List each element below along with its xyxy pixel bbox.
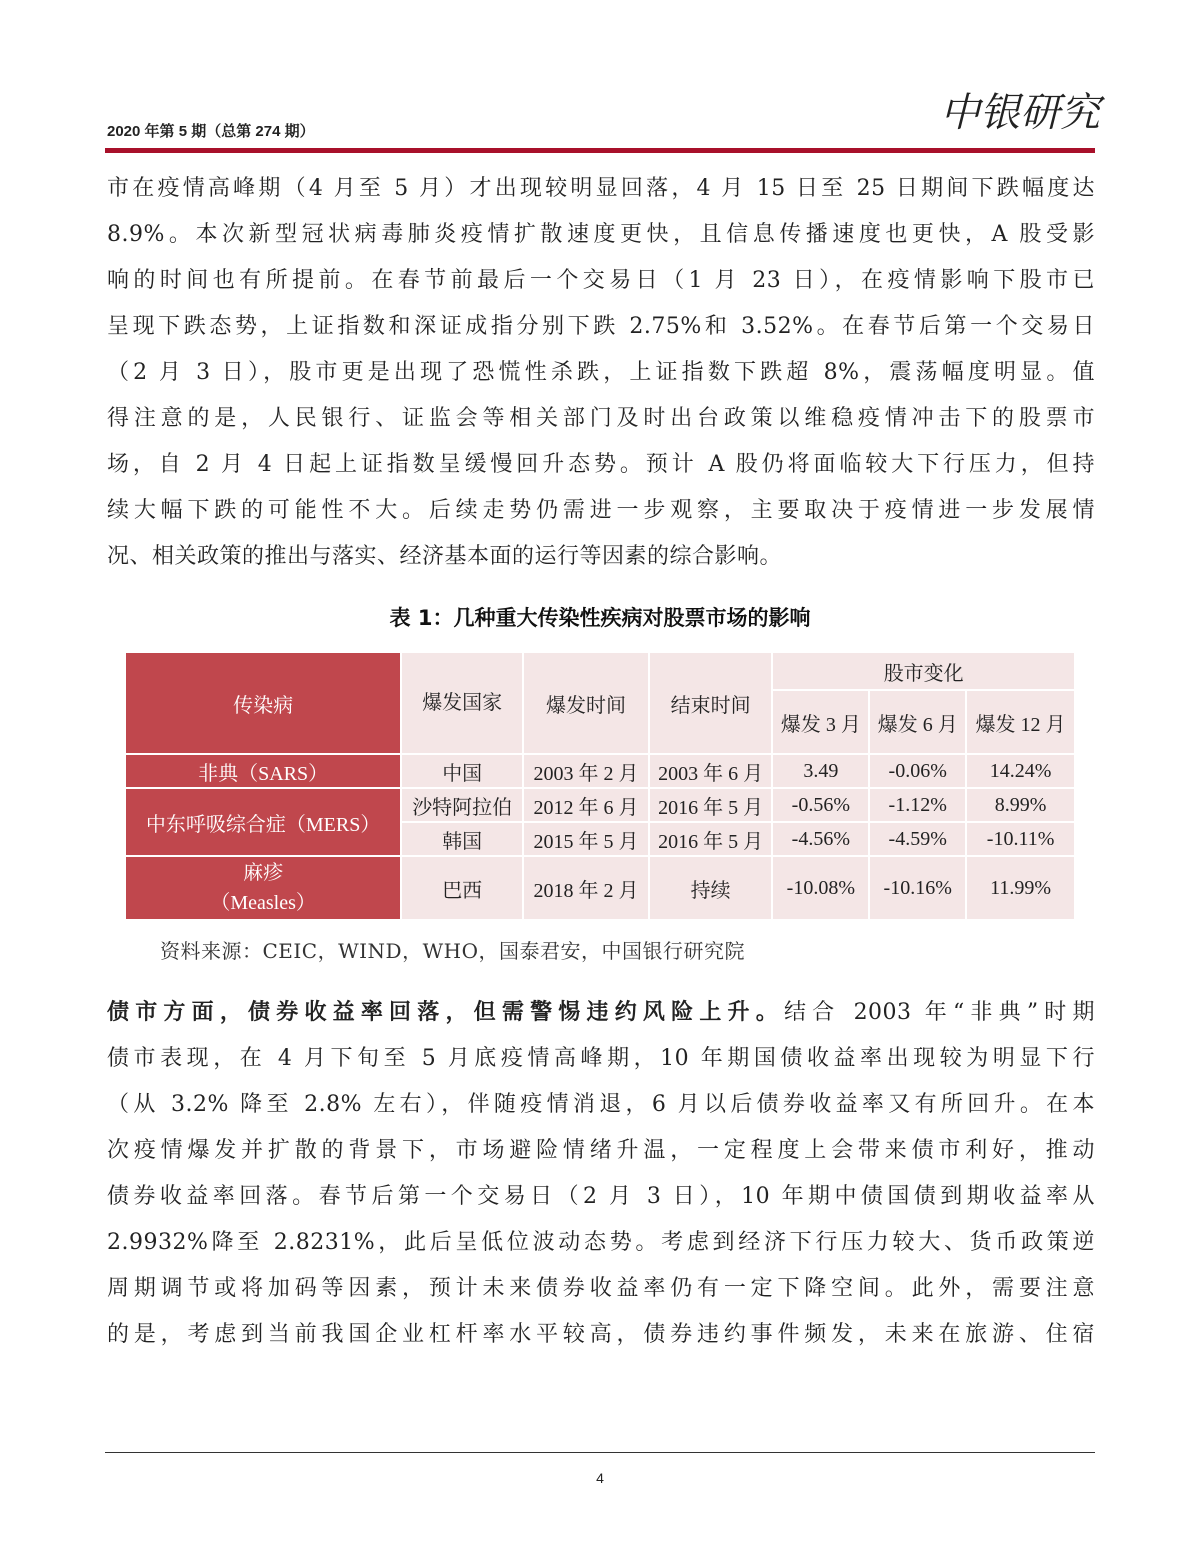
cell-disease: 非典（SARS） <box>125 754 401 788</box>
cell-country: 中国 <box>401 754 523 788</box>
cell-disease: 中东呼吸综合症（MERS） <box>125 788 401 856</box>
logo-text: 中银研究 <box>940 90 1100 136</box>
para1-line: 续大幅下跌的可能性不大。后续走势仍需进一步观察，主要取决于疫情进一步发展情 <box>107 498 1095 523</box>
paragraph-stock-market <box>107 166 1095 580</box>
cell-6m: -0.06% <box>869 754 966 788</box>
table-row <box>125 754 1075 788</box>
cell-6m: -1.12% <box>869 788 966 822</box>
logo <box>940 80 1110 140</box>
para2-line: 次疫情爆发并扩散的背景下，市场避险情绪升温，一定程度上会带来债市利好，推动 <box>107 1138 1095 1163</box>
paragraph-bond-market <box>107 990 1095 1358</box>
disease-name-zh: 麻疹 <box>243 862 284 884</box>
para1-line: 呈现下跌态势，上证指数和深证成指分别下跌 2.75%和 3.52%。在春节后第一个交易日 <box>107 314 1095 339</box>
para1-line: 得注意的是，人民银行、证监会等相关部门及时出台政策以维稳疫情冲击下的股票市 <box>107 406 1095 431</box>
disease-name-en: （Measles） <box>210 892 316 914</box>
cell-country: 韩国 <box>401 822 523 856</box>
cell-3m: -4.56% <box>772 822 869 856</box>
para1-line: 市在疫情高峰期（4 月至 5 月）才出现较明显回落，4 月 15 日至 25 日期间下跌幅度达 <box>107 176 1095 201</box>
cell-start: 2012 年 6 月 <box>523 788 649 822</box>
cell-12m: 8.99% <box>966 788 1075 822</box>
cell-end: 2016 年 5 月 <box>649 822 773 856</box>
page-number: 4 <box>596 1470 604 1486</box>
para2-lead: 债市方面，债券收益率回落，但需警惕违约风险上升。 <box>107 1000 784 1025</box>
header-12-months: 爆发 12 月 <box>966 690 1075 754</box>
para2-line1-rest: 结合 2003 年“非典”时期 <box>783 1000 1095 1025</box>
cell-end: 2003 年 6 月 <box>649 754 773 788</box>
cell-12m: 14.24% <box>966 754 1075 788</box>
header-divider <box>105 148 1095 153</box>
issue-label: 2020 年第 5 期（总第 274 期） <box>107 123 315 140</box>
cell-end: 持续 <box>649 856 773 920</box>
cell-6m: -10.16% <box>869 856 966 920</box>
cell-12m: -10.11% <box>966 822 1075 856</box>
table-row <box>125 788 1075 822</box>
cell-start: 2003 年 2 月 <box>523 754 649 788</box>
para2-line <box>107 990 1095 1036</box>
disease-impact-table <box>124 651 1076 921</box>
para1-line: （2 月 3 日），股市更是出现了恐慌性杀跌，上证指数下跌超 8%，震荡幅度明显。值 <box>107 360 1095 385</box>
cell-3m: -0.56% <box>772 788 869 822</box>
para2-line: 周期调节或将加码等因素，预计未来债券收益率仍有一定下降空间。此外，需要注意 <box>107 1276 1095 1301</box>
para2-line: 债券收益率回落。春节后第一个交易日（2 月 3 日），10 年期中债国债到期收益率从 <box>107 1184 1095 1209</box>
header-3-months: 爆发 3 月 <box>772 690 869 754</box>
cell-disease <box>125 856 401 920</box>
header-disease: 传染病 <box>125 652 401 754</box>
cell-end: 2016 年 5 月 <box>649 788 773 822</box>
para2-line: （从 3.2% 降至 2.8% 左右），伴随疫情消退，6 月以后债券收益率又有所回升。在本 <box>107 1092 1095 1117</box>
header-start: 爆发时间 <box>523 652 649 754</box>
header-6-months: 爆发 6 月 <box>869 690 966 754</box>
cell-12m: 11.99% <box>966 856 1075 920</box>
cell-start: 2015 年 5 月 <box>523 822 649 856</box>
table-row <box>125 856 1075 920</box>
header-country: 爆发国家 <box>401 652 523 754</box>
cell-start: 2018 年 2 月 <box>523 856 649 920</box>
para2-line: 的是，考虑到当前我国企业杠杆率水平较高，债券违约事件频发，未来在旅游、住宿 <box>107 1322 1095 1347</box>
cell-country: 巴西 <box>401 856 523 920</box>
cell-3m: -10.08% <box>772 856 869 920</box>
cell-3m: 3.49 <box>772 754 869 788</box>
footer-divider <box>105 1452 1095 1453</box>
para1-line: 况、相关政策的推出与落实、经济基本面的运行等因素的综合影响。 <box>107 544 783 569</box>
para2-line: 2.9932%降至 2.8231%，此后呈低位波动态势。考虑到经济下行压力较大、货币政策逆 <box>107 1230 1095 1255</box>
table-source-note: 资料来源：CEIC，WIND，WHO，国泰君安，中国银行研究院 <box>160 939 745 963</box>
header-market-change: 股市变化 <box>772 652 1075 690</box>
para1-line: 场，自 2 月 4 日起上证指数呈缓慢回升态势。预计 A 股仍将面临较大下行压力，但持 <box>107 452 1095 477</box>
para1-line: 8.9%。本次新型冠状病毒肺炎疫情扩散速度更快，且信息传播速度也更快，A 股受影 <box>107 222 1095 247</box>
header-end: 结束时间 <box>649 652 773 754</box>
cell-country: 沙特阿拉伯 <box>401 788 523 822</box>
table-title: 表 1：几种重大传染性疾病对股票市场的影响 <box>389 606 811 630</box>
para2-line: 债市表现，在 4 月下旬至 5 月底疫情高峰期，10 年期国债收益率出现较为明显下行 <box>107 1046 1095 1071</box>
para1-line: 响的时间也有所提前。在春节前最后一个交易日（1 月 23 日），在疫情影响下股市已 <box>107 268 1095 293</box>
cell-6m: -4.59% <box>869 822 966 856</box>
